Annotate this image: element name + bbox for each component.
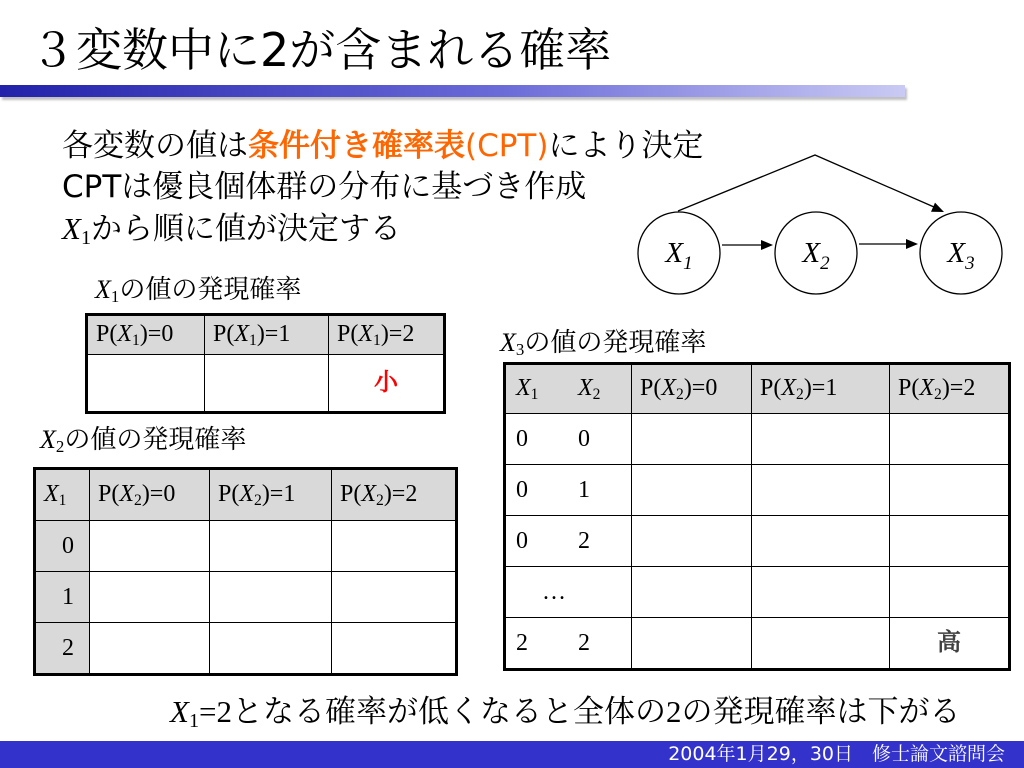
text-segment: の値の発現確率 bbox=[64, 425, 247, 455]
table-row bbox=[35, 572, 457, 623]
probability-cell bbox=[752, 618, 890, 670]
variable-symbol: X bbox=[802, 237, 821, 269]
subscript-index: 1 bbox=[249, 331, 257, 349]
highlighted-term: 条件付き確率表 bbox=[248, 128, 465, 164]
cell-value bbox=[898, 375, 975, 401]
variable-symbol: X bbox=[500, 328, 516, 357]
subscript-index: 1 bbox=[188, 710, 200, 733]
text-segment: P( bbox=[98, 480, 120, 507]
cell-value bbox=[640, 375, 717, 401]
header-row bbox=[35, 469, 457, 521]
text-segment: 2 bbox=[578, 629, 590, 656]
probability-cell bbox=[890, 516, 1010, 567]
column-header bbox=[205, 315, 329, 355]
probability-marker: 小 bbox=[374, 368, 398, 397]
probability-cell bbox=[890, 618, 1010, 670]
arrowhead-icon bbox=[761, 240, 773, 250]
text-segment: =2 bbox=[199, 694, 232, 729]
subscript-index: 1 bbox=[373, 331, 381, 349]
probability-cell bbox=[90, 572, 210, 623]
probability-cell bbox=[752, 516, 890, 567]
cell-value bbox=[213, 321, 290, 347]
subscript-index: 2 bbox=[55, 437, 65, 457]
subscript-index: 2 bbox=[254, 491, 262, 509]
column-header bbox=[87, 315, 205, 355]
probability-cell bbox=[87, 355, 205, 413]
cell-value bbox=[578, 527, 632, 556]
text-segment: 2 bbox=[578, 527, 590, 554]
x3-table-label bbox=[500, 329, 706, 364]
bullet-line bbox=[62, 167, 703, 208]
text-segment: )=0 bbox=[141, 480, 176, 507]
cell-value bbox=[44, 481, 66, 507]
subscript-index: 2 bbox=[676, 385, 684, 403]
probability-cell bbox=[890, 414, 1010, 465]
condition-cell bbox=[35, 521, 90, 572]
slide-title: ３変数中に2が含まれる確率 bbox=[30, 23, 612, 77]
column-header bbox=[90, 469, 210, 521]
subscript-index: 2 bbox=[820, 253, 830, 274]
table-row bbox=[505, 414, 1010, 465]
cell-value bbox=[578, 476, 632, 505]
probability-cell bbox=[752, 414, 890, 465]
text-segment: P( bbox=[213, 320, 235, 347]
condition-cell bbox=[505, 618, 632, 670]
text-segment: )=2 bbox=[380, 320, 415, 347]
text-segment: 2 bbox=[516, 629, 528, 656]
table-row bbox=[505, 567, 1010, 618]
text-segment: P( bbox=[340, 480, 362, 507]
conclusion-text bbox=[170, 694, 961, 739]
x3-probability-table bbox=[503, 362, 1011, 671]
condition-cell bbox=[505, 516, 632, 567]
probability-marker: 高 bbox=[937, 628, 961, 657]
text-segment: )=0 bbox=[139, 320, 174, 347]
probability-cell bbox=[632, 414, 752, 465]
text-segment: P( bbox=[218, 480, 240, 507]
cell-value bbox=[578, 425, 632, 454]
cell-value bbox=[62, 635, 74, 661]
cell-value bbox=[578, 629, 632, 658]
subscript-index: 1 bbox=[132, 331, 140, 349]
text-segment: … bbox=[542, 578, 566, 605]
table-row bbox=[505, 618, 1010, 670]
cell-value bbox=[516, 527, 578, 556]
cell-value bbox=[516, 629, 578, 658]
column-header bbox=[505, 364, 632, 414]
variable-symbol: X bbox=[234, 320, 250, 347]
probability-cell bbox=[632, 567, 752, 618]
text-segment: 0 bbox=[578, 425, 590, 452]
variable-symbol: X bbox=[665, 237, 684, 269]
column-header bbox=[329, 315, 445, 355]
cell-value bbox=[98, 481, 175, 507]
variable-symbol: X bbox=[119, 480, 135, 507]
header-row bbox=[87, 315, 445, 355]
variable-symbol: X bbox=[358, 320, 374, 347]
cell-value bbox=[62, 533, 74, 559]
text-segment: 2 bbox=[62, 634, 74, 661]
condition-cell bbox=[505, 465, 632, 516]
text-segment: 各変数の値は bbox=[62, 128, 248, 164]
probability-cell bbox=[890, 567, 1010, 618]
probability-cell bbox=[210, 623, 332, 675]
subscript-index: 2 bbox=[134, 491, 142, 509]
column-header bbox=[752, 364, 890, 414]
x2-probability-table bbox=[33, 467, 458, 676]
text-segment: 1 bbox=[62, 583, 74, 610]
variable-symbol: X bbox=[62, 211, 81, 246]
probability-cell bbox=[210, 572, 332, 623]
text-segment: )=2 bbox=[941, 374, 976, 401]
variable-symbol: X bbox=[919, 374, 935, 401]
variable-symbol: X bbox=[44, 480, 59, 507]
table-row bbox=[35, 521, 457, 572]
node-x1 bbox=[638, 212, 720, 294]
text-segment: P( bbox=[760, 374, 782, 401]
probability-cell bbox=[632, 618, 752, 670]
probability-cell bbox=[752, 567, 890, 618]
text-segment: 1 bbox=[578, 476, 590, 503]
condition-cell bbox=[35, 572, 90, 623]
text-segment: 2 bbox=[666, 694, 682, 729]
text-segment: により決定 bbox=[548, 128, 704, 164]
cell-value bbox=[337, 321, 414, 347]
probability-cell bbox=[752, 465, 890, 516]
text-segment: )=1 bbox=[261, 480, 296, 507]
subscript-index: 3 bbox=[965, 253, 975, 274]
subscript-index: 3 bbox=[515, 340, 525, 360]
column-header bbox=[632, 364, 752, 414]
cell-value bbox=[516, 425, 578, 454]
probability-cell bbox=[632, 465, 752, 516]
text-segment: 0 bbox=[516, 425, 528, 452]
subscript-index: 1 bbox=[683, 253, 693, 274]
variable-symbol: X bbox=[578, 374, 593, 401]
condition-cell bbox=[505, 567, 632, 618]
node-x2 bbox=[775, 212, 857, 294]
subscript-index: 2 bbox=[376, 491, 384, 509]
text-segment: )=1 bbox=[803, 374, 838, 401]
dependency-diagram bbox=[620, 140, 1024, 305]
subscript-index: 1 bbox=[80, 227, 92, 250]
text-segment: )=1 bbox=[256, 320, 291, 347]
probability-cell bbox=[205, 355, 329, 413]
cell-value bbox=[760, 375, 837, 401]
condition-cell bbox=[35, 623, 90, 675]
variable-symbol: X bbox=[117, 320, 133, 347]
cell-value bbox=[374, 370, 398, 396]
cell-value bbox=[516, 374, 578, 405]
text-segment: CPTは優良個体群の分布に基づき作成 bbox=[62, 169, 587, 205]
text-segment: )=2 bbox=[383, 480, 418, 507]
cell-value bbox=[937, 630, 961, 656]
variable-symbol: X bbox=[170, 694, 189, 729]
text-segment: P( bbox=[898, 374, 920, 401]
table-row bbox=[87, 355, 445, 413]
column-header bbox=[210, 469, 332, 521]
bullet-line bbox=[62, 208, 703, 249]
variable-symbol: X bbox=[40, 425, 56, 454]
text-segment: 0 bbox=[516, 476, 528, 503]
cell-value bbox=[516, 476, 578, 505]
probability-cell bbox=[890, 465, 1010, 516]
text-segment: から順に値が決定する bbox=[91, 211, 402, 247]
variable-symbol: X bbox=[95, 275, 111, 304]
table-row bbox=[505, 516, 1010, 567]
text-segment: P( bbox=[337, 320, 359, 347]
edge-x1-to-x3 bbox=[678, 155, 934, 211]
table-row bbox=[35, 623, 457, 675]
probability-cell bbox=[332, 572, 457, 623]
footer-bar bbox=[0, 741, 1024, 768]
probability-cell bbox=[210, 521, 332, 572]
probability-cell bbox=[329, 355, 445, 413]
node-x3 bbox=[920, 212, 1002, 294]
variable-symbol: X bbox=[781, 374, 797, 401]
subscript-index: 2 bbox=[592, 385, 601, 403]
subscript-index: 1 bbox=[530, 385, 539, 403]
variable-symbol: X bbox=[361, 480, 377, 507]
x2-table-label bbox=[40, 426, 246, 461]
column-header bbox=[332, 469, 457, 521]
table-row bbox=[505, 465, 1010, 516]
bullet-list bbox=[62, 126, 703, 249]
condition-cell bbox=[505, 414, 632, 465]
subscript-index: 1 bbox=[58, 491, 67, 509]
cell-value bbox=[578, 374, 632, 405]
cell-value bbox=[62, 584, 74, 610]
text-segment: の値の発現確率 bbox=[524, 328, 707, 358]
subscript-index: 2 bbox=[934, 385, 942, 403]
text-segment: P( bbox=[96, 320, 118, 347]
header-row bbox=[505, 364, 1010, 414]
text-segment: P( bbox=[640, 374, 662, 401]
probability-cell bbox=[332, 623, 457, 675]
bullet-line bbox=[62, 126, 703, 167]
column-header bbox=[890, 364, 1010, 414]
cell-value bbox=[542, 578, 604, 607]
text-segment: 0 bbox=[516, 527, 528, 554]
text-segment: となる確率が低くなると全体の bbox=[232, 694, 666, 730]
variable-symbol: X bbox=[947, 237, 966, 269]
column-header bbox=[35, 469, 90, 521]
footer-date-event: 2004年1月29，30日 修士論文諮問会 bbox=[668, 743, 1005, 765]
x1-probability-table bbox=[85, 313, 446, 414]
text-segment: の値の発現確率 bbox=[119, 275, 302, 305]
cell-value bbox=[96, 321, 173, 347]
probability-cell bbox=[332, 521, 457, 572]
text-segment: の発現確率は下がる bbox=[681, 694, 961, 730]
cell-value bbox=[218, 481, 295, 507]
x1-table-label bbox=[95, 276, 301, 311]
arrowhead-icon bbox=[931, 203, 944, 212]
subscript-index: 1 bbox=[110, 287, 120, 307]
cell-value bbox=[340, 481, 417, 507]
subscript-index: 2 bbox=[796, 385, 804, 403]
variable-symbol: X bbox=[239, 480, 255, 507]
probability-cell bbox=[90, 521, 210, 572]
arrowhead-icon bbox=[906, 239, 918, 249]
text-segment: )=0 bbox=[683, 374, 718, 401]
probability-cell bbox=[90, 623, 210, 675]
variable-symbol: X bbox=[516, 374, 531, 401]
highlighted-term: (CPT) bbox=[465, 128, 549, 164]
probability-cell bbox=[632, 516, 752, 567]
text-segment: 0 bbox=[62, 532, 74, 559]
title-underline-bar bbox=[0, 85, 905, 97]
variable-symbol: X bbox=[661, 374, 677, 401]
